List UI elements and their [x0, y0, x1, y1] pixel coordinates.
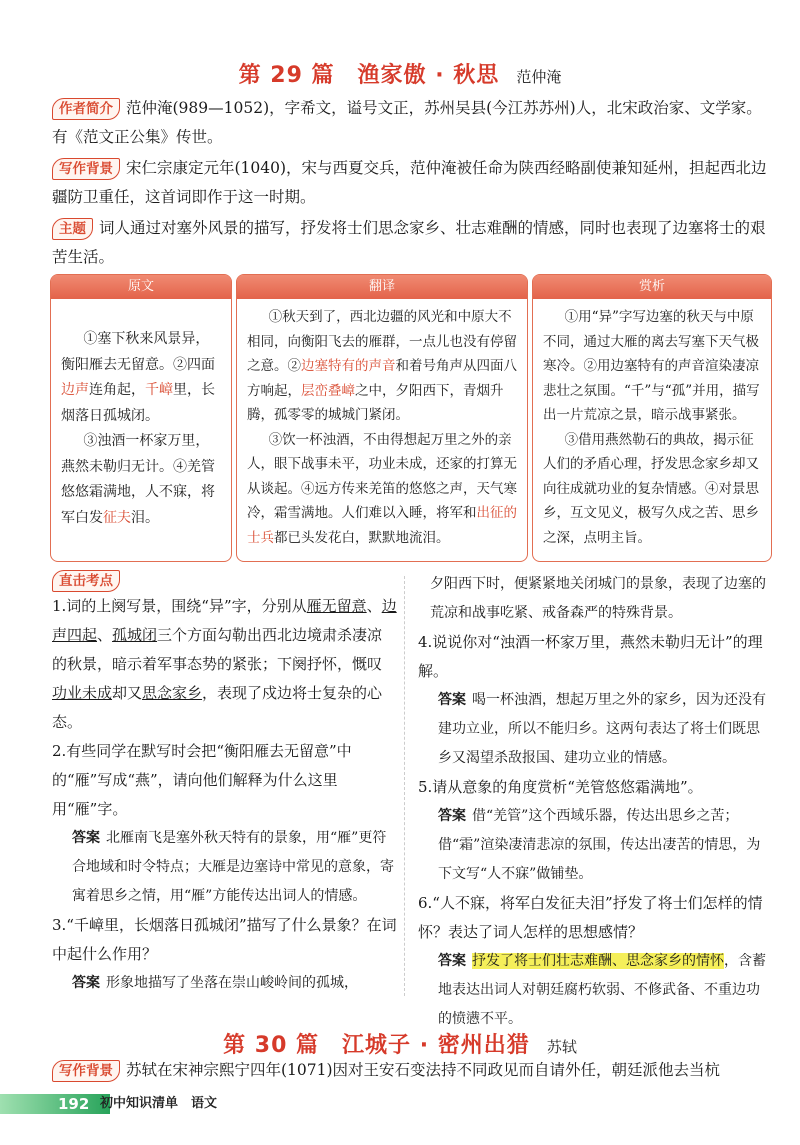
translation-para-1: ①秋天到了，西北边疆的风光和中原大不相同，向衡阳飞去的雁群，一点儿也没有停留之意。②边塞特有的声音和着号角声从四面八方响起，层峦叠嶂之中，夕阳西下，青烟升腾，孤零零的城城门紧闭。 [247, 309, 517, 423]
question-5: 5.请从意象的角度赏析“羌管悠悠霜满地”。 [418, 778, 703, 796]
author-intro-text: 范仲淹(989—1052)，字希文，谥号文正，苏州吴县(今江苏苏州)人，北宋政治家、文学家。有《范文正公集》传世。 [52, 99, 762, 146]
theme-tag: 主题 [52, 218, 93, 240]
poem-table [50, 274, 772, 564]
poem-title-30-main: 第 30 篇 江城子 · 密州出猎 [223, 1033, 530, 1058]
highlighted-answer: 抒发了将士们壮志难酬、思念家乡的情怀 [472, 953, 724, 969]
next-writing-background-tag: 写作背景 [52, 1060, 120, 1082]
question-3: 3.“千嶂里，长烟落日孤城闭”描写了什么景象？在词中起什么作用？ [52, 916, 397, 963]
author-intro [52, 94, 768, 152]
answer-5: 答案 借“羌管”这个西域乐器，传达出思乡之苦；借“霜”渲染凄清悲凉的氛围，传达出凄苦的情思，为下文写“人不寐”做铺垫。 [438, 808, 761, 882]
question-2: 2.有些同学在默写时会把“衡阳雁去无留意”中的“雁”写成“燕”，请向他们解释为什么这里用“雁”字。 [52, 742, 352, 818]
theme-text: 词人通过对塞外风景的描写，抒发将士们思念家乡、壮志难酬的情感，同时也表现了边塞将士的艰苦生活。 [52, 219, 766, 266]
answer-6: 答案 抒发了将士们壮志难酬、思念家乡的情怀，含蓄地表达出词人对朝廷腐朽软弱、不修武备、不重边功的愤懑不平。 [438, 953, 766, 1027]
answer-3-part-2: 夕阳西下时，便紧紧地关闭城门的景象，表现了边塞的荒凉和战事吃紧、戒备森严的特殊背景。 [430, 576, 766, 621]
page-number-bar [0, 1094, 110, 1114]
poem-title-30-author: 苏轼 [546, 1038, 577, 1056]
appreciation-header: 赏析 [533, 275, 771, 299]
writing-background [52, 154, 768, 212]
author-intro-tag: 作者简介 [52, 98, 120, 120]
exam-points-left [52, 570, 397, 998]
poem-author: 范仲淹 [516, 68, 562, 86]
translation-para-2: ③饮一杯浊酒，不由得想起万里之外的亲人，眼下战事未平，功业未成，还家的打算无从谈起。④远方传来羌笛的悠悠之声，天气寒冷，霜雪满地。人们难以入睡，将军和出征的士兵都已头发花白，默默地流泪。 [247, 431, 517, 546]
exam-points-tag: 直击考点 [52, 570, 120, 592]
column-divider [404, 576, 405, 996]
translation-column [236, 274, 528, 562]
answer-2: 答案 北雁南飞是塞外秋天特有的景象，用“雁”更符合地域和时令特点；大雁是边塞诗中常见的意象，寄寓着思乡之情，用“雁”方能传达出词人的情感。 [72, 830, 394, 904]
next-writing-background-text: 苏轼在宋神宗熙宁四年(1071)因对王安石变法持不同政见而自请外任，朝廷派他去当杭 [126, 1061, 721, 1079]
question-4: 4.说说你对“浊酒一杯家万里，燕然未勒归无计”的理解。 [418, 633, 763, 680]
original-para-2: ③浊酒一杯家万里，燕然未勒归无计。④羌管悠悠霜满地，人不寐，将军白发征夫泪。 [61, 433, 215, 526]
writing-background-text: 宋仁宗康定元年(1040)，宋与西夏交兵，范仲淹被任命为陕西经略副使兼知延州，担起西北边疆防卫重任，这首词即作于这一时期。 [52, 159, 767, 206]
original-header: 原文 [51, 275, 231, 299]
appreciation-para-1: ①用“异”字写边塞的秋天与中原不同，通过大雁的离去写塞下天气极寒冷。②用边塞特有的声音渲染凄凉悲壮之氛围。“千”与“孤”并用，描写出一片荒凉之景，暗示战事紧张。 [543, 309, 760, 423]
original-column [50, 274, 232, 562]
book-title: 初中知识清单 语文 [100, 1096, 218, 1111]
exam-points-right [418, 570, 770, 1034]
question-6: 6.“人不寐，将军白发征夫泪”抒发了将士们怎样的情怀？表达了词人怎样的思想感情？ [418, 894, 763, 941]
appreciation-column [532, 274, 772, 562]
poem-title-29 [0, 58, 800, 89]
page-footer [0, 1090, 800, 1120]
appreciation-para-2: ③借用燕然勒石的典故，揭示征人们的矛盾心理，抒发思念家乡却又向往成就功业的复杂情感。④对景思乡，互文见义，极写久戍之苦、思乡之深，点明主旨。 [543, 431, 759, 546]
writing-background-tag: 写作背景 [52, 158, 120, 180]
translation-header: 翻译 [237, 275, 527, 299]
poem-title-30 [0, 1028, 800, 1059]
answer-3-part-1: 答案 形象地描写了坐落在崇山峻岭间的孤城， [72, 975, 358, 991]
theme [52, 214, 768, 272]
page-number: 192 [58, 1095, 90, 1113]
next-writing-background [52, 1056, 768, 1085]
poem-title-main: 第 29 篇 渔家傲 · 秋思 [238, 63, 500, 88]
question-1: 1.词的上阕写景，围绕“异”字，分别从雁无留意、边声四起、孤城闭三个方面勾勒出西北边境肃杀凄凉的秋景，暗示着军事态势的紧张；下阕抒怀，慨叹功业未成却又思念家乡，表现了戍边将士复杂的心态。 [52, 597, 397, 731]
answer-4: 答案 喝一杯浊酒，想起万里之外的家乡，因为还没有建功立业，所以不能归乡。这两句表达了将士们既思乡又渴望杀敌报国、建功立业的情感。 [438, 692, 766, 766]
original-para-1: ①塞下秋来风景异，衡阳雁去无留意。②四面边声连角起，千嶂里，长烟落日孤城闭。 [61, 331, 215, 424]
